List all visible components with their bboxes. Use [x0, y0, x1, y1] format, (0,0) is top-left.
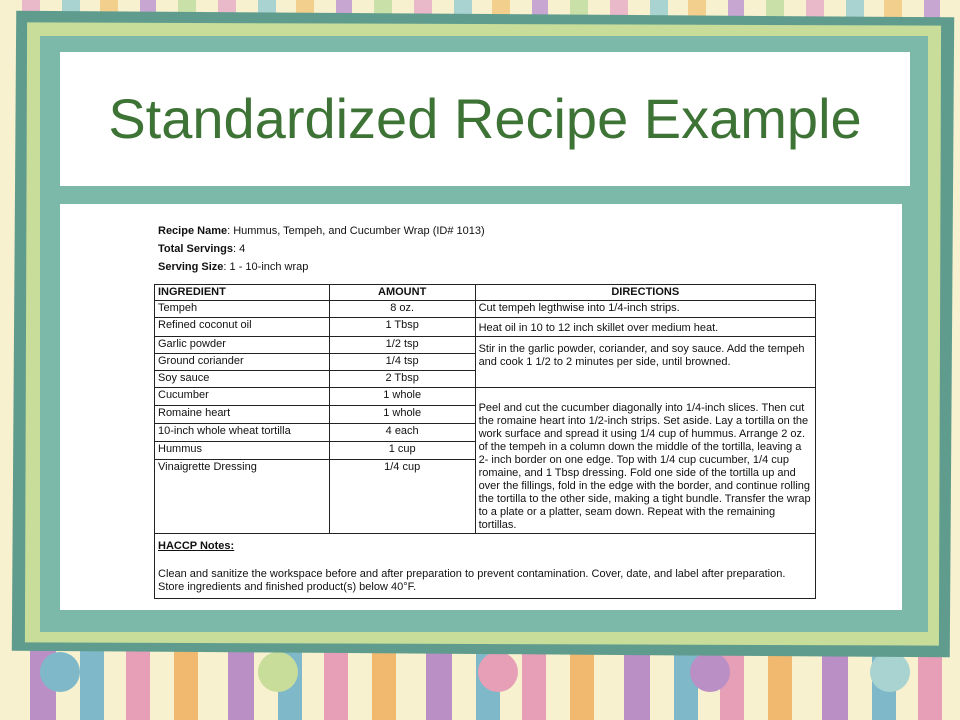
- table-row: [155, 337, 816, 354]
- serving-size-line: Serving Size: 1 - 10-inch wrap: [158, 261, 309, 273]
- haccp-title: HACCP Notes:: [158, 540, 235, 552]
- amount-cell: 8 oz.: [329, 301, 475, 318]
- directions-cell: Stir in the garlic powder, coriander, and soy sauce. Add the tempeh and cook 1 1/2 to 2 minutes per side, until browned.: [475, 337, 815, 388]
- ingredient-cell: 10-inch whole wheat tortilla: [155, 424, 330, 442]
- header-amount: AMOUNT: [329, 285, 475, 301]
- amount-cell: 1/4 tsp: [329, 354, 475, 371]
- total-servings-line: Total Servings: 4: [158, 243, 246, 255]
- decor-ball: [690, 652, 730, 692]
- directions-cell: Heat oil in 10 to 12 inch skillet over medium heat.: [475, 318, 815, 337]
- table-row: [155, 301, 816, 318]
- table-row: [155, 318, 816, 337]
- title-panel: [60, 52, 910, 186]
- ingredient-cell: Hummus: [155, 442, 330, 460]
- ingredient-cell: Vinaigrette Dressing: [155, 460, 330, 534]
- amount-cell: 1 Tbsp: [329, 318, 475, 337]
- header-ingredient: INGREDIENT: [155, 285, 330, 301]
- amount-cell: 1/4 cup: [329, 460, 475, 534]
- directions-cell: Cut tempeh legthwise into 1/4-inch strips.: [475, 301, 815, 318]
- recipe-panel: [60, 204, 902, 610]
- amount-cell: 1/2 tsp: [329, 337, 475, 354]
- decor-ball: [478, 652, 518, 692]
- directions-cell: Peel and cut the cucumber diagonally into 1/4-inch slices. Then cut the romaine heart into 1/2-inch strips. Set aside. Lay a tortilla on the work surface and spread it using 1/4 cup of hummus. Arrange 2 oz. of the tempeh in a column down the middle of the tortilla, leaving a 2- inch border on one edge. Top with 1/4 cup cucumber, 1/4 cup romaine, and 1 Tbsp dressing. Fold one side of the tortilla up and over the fillings, fold in the edge with the border, and continue rolling the tortilla to the other side, making a tight bundle. Transfer the wrap to a plate or a platter, seam down. Repeat with the remaining tortillas.: [475, 388, 815, 534]
- ingredient-cell: Garlic powder: [155, 337, 330, 354]
- amount-cell: 2 Tbsp: [329, 371, 475, 388]
- haccp-notes: Clean and sanitize the workspace before and after preparation to prevent contamination. Cover, date, and label after preparation. Store ingredients and finished product(s) below 40°F.: [158, 568, 786, 593]
- haccp-row: [155, 534, 816, 599]
- recipe-meta: [158, 222, 485, 276]
- table-header-row: [155, 285, 816, 301]
- amount-cell: 1 whole: [329, 388, 475, 406]
- amount-cell: 1 cup: [329, 442, 475, 460]
- decor-ball: [40, 652, 80, 692]
- ingredient-cell: Tempeh: [155, 301, 330, 318]
- table-row: [155, 388, 816, 406]
- ingredient-cell: Cucumber: [155, 388, 330, 406]
- amount-cell: 4 each: [329, 424, 475, 442]
- decor-ball: [258, 652, 298, 692]
- slide-title: Standardized Recipe Example: [108, 87, 862, 150]
- amount-cell: 1 whole: [329, 406, 475, 424]
- ingredient-cell: Ground coriander: [155, 354, 330, 371]
- recipe-table: [154, 284, 816, 599]
- ingredient-cell: Refined coconut oil: [155, 318, 330, 337]
- recipe-name-line: Recipe Name: Hummus, Tempeh, and Cucumber Wrap (ID# 1013): [158, 225, 485, 237]
- ingredient-cell: Romaine heart: [155, 406, 330, 424]
- haccp-cell: [155, 534, 816, 599]
- ingredient-cell: Soy sauce: [155, 371, 330, 388]
- header-directions: DIRECTIONS: [475, 285, 815, 301]
- decor-ball: [870, 652, 910, 692]
